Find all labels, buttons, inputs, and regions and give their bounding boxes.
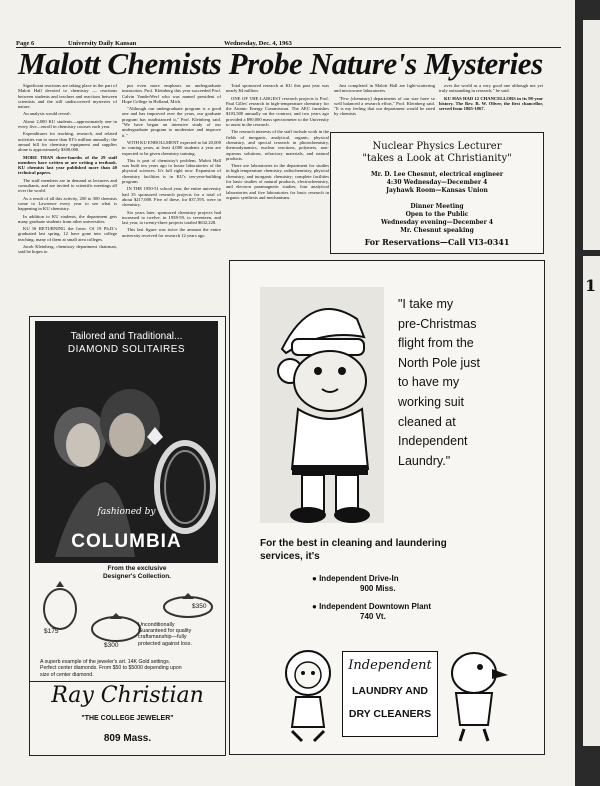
lecture-details bbox=[331, 171, 543, 195]
quote-line: to have my bbox=[398, 375, 460, 390]
paragraph: About 2,000 KU students—approximately one in every five—enroll in chemistry courses each year. bbox=[18, 118, 117, 130]
store-subtitle: "THE COLLEGE JEWELER" bbox=[81, 715, 174, 722]
issue-date: Wednesday, Dec. 4, 1963 bbox=[224, 40, 292, 47]
paragraph: Expenditures for teaching, research, and related activities run to more than $1½ million annually; the annual bill for chemistry equipment and supplies alone is approximately $300,000. bbox=[18, 131, 117, 153]
lecture-time: 4:30 Wednesday—December 4 bbox=[386, 179, 488, 186]
logo-script: Independent bbox=[348, 658, 432, 673]
brand-name: COLUMBIA bbox=[71, 531, 182, 552]
divider bbox=[30, 681, 225, 682]
headline: Malott Chemists Probe Nature's Mysteries bbox=[18, 46, 543, 81]
paragraph: ONE OF THE LARGEST research projects is Prof. Paul Gilles' research in high-temperature chemistry for the Atomic Energy Commission. The AEC furnishes $103,500 annually on the contract, and two years ago provided a $90,000 mass spectrometer to the University to assist in the research. bbox=[226, 95, 329, 128]
logo-line: LAUNDRY AND bbox=[351, 685, 429, 697]
jayhawk-mascot-icon bbox=[440, 645, 510, 745]
paragraph: An analysis would reveal: bbox=[23, 111, 71, 117]
location-2 bbox=[312, 602, 522, 622]
article-column-4 bbox=[334, 83, 435, 121]
fashioned-by: fashioned by bbox=[97, 507, 156, 517]
quote-line: working suit bbox=[398, 394, 464, 409]
paragraph: In addition to KU students, the department gets many graduate students from other universities. bbox=[18, 213, 117, 224]
jewelry-tagline-2: DIAMOND SOLITAIRES bbox=[67, 344, 186, 355]
price-label: $350 bbox=[192, 603, 207, 610]
jewelry-ad bbox=[29, 316, 226, 756]
description-line: size of center diamond. bbox=[40, 671, 94, 678]
guarantee-line: protected against loss. bbox=[138, 640, 192, 647]
paragraph: Total sponsored research at KU this past year was nearly $4 million. bbox=[226, 83, 329, 94]
store-address: 809 Mass. bbox=[103, 733, 152, 744]
collection-line: Designer's Collection. bbox=[102, 573, 171, 580]
dinner-details bbox=[331, 203, 543, 235]
paragraph: KU IS RETURNING the favor. Of 19 Ph.D.'s graduated last spring, 12 have gone into college teaching, many of them at small area colleges. bbox=[18, 226, 117, 242]
article-column-1 bbox=[18, 83, 117, 315]
lecture-title-line: Nuclear Physics Lecturer bbox=[372, 141, 502, 152]
santa-quote bbox=[398, 295, 538, 471]
lecture-title bbox=[331, 141, 543, 165]
quote-line: flight from the bbox=[398, 336, 474, 351]
adjacent-page-fragment bbox=[583, 256, 600, 746]
paragraph: This is part of chemistry's problem. Malott Hall was built ten years ago to house laboratories of the physical sciences. It's full right now. Expansion of chemistry facilities is in KU's ten-year-building program. bbox=[122, 157, 221, 185]
couple-and-ring-illustration bbox=[35, 357, 218, 557]
location-name: Independent Downtown Plant bbox=[319, 602, 432, 611]
pitch-line: For the best in cleaning and laundering bbox=[260, 538, 447, 549]
quote-line: pre-Christmas bbox=[398, 316, 477, 331]
location-address: 900 Miss. bbox=[360, 584, 396, 593]
bullet-icon: ● bbox=[312, 574, 317, 583]
logo-line: DRY CLEANERS bbox=[348, 708, 432, 720]
paragraph: Significant reactions are taking place in the part of Malott Hall devoted to chemistry — reactions between students and teachers and reactions between scientists and the still undiscovered mysteries of nature. bbox=[18, 83, 117, 110]
quote-line: cleaned at bbox=[398, 414, 456, 429]
guarantee-line: craftsmanship—fully bbox=[138, 634, 187, 641]
paragraph: The staff members are in demand as lecturers and consultants, and are invited to scientific meetings all over the world. bbox=[18, 177, 117, 194]
paragraph: MORE THAN three-fourths of the 29 staff members have written or are writing a textbook. KU chemists last year published more than 40 technical papers. bbox=[18, 154, 117, 176]
page-number: Page 6 bbox=[16, 40, 35, 47]
lecture-place: Jayhawk Room—Kansas Union bbox=[386, 187, 488, 194]
laundry-pitch bbox=[260, 537, 530, 563]
adjacent-page-fragment bbox=[583, 20, 600, 250]
paragraph: As a result of all this activity, 200 to 300 chemists come to Lawrence every year to see what is happening in KU chemistry. bbox=[18, 195, 117, 212]
paragraph: Six years later, sponsored chemistry projects had increased to twelve, in 1958-59, to seventeen, and last year, to twenty-three projects totaled $632,228. bbox=[122, 209, 221, 226]
article-column-5 bbox=[439, 83, 543, 121]
jewelry-photo bbox=[35, 321, 218, 563]
description-line: Perfect center diamonds. From $50 to $5000 depending upon bbox=[40, 665, 182, 672]
dinner-time: Wednesday evening—December 4 bbox=[380, 219, 494, 226]
quote-line: Independent bbox=[398, 434, 468, 449]
paragraph: Jacob Kleinberg, chemistry department chairman, said he hopes to bbox=[18, 244, 117, 255]
reservations-line: For Reservations—Call VI3-0341 bbox=[364, 237, 510, 247]
paragraph: "Few (chemistry) departments of our size have so well balanced a research effort," Prof. Kleinberg said. "It is my feeling that our department would be rated by chemists bbox=[334, 95, 435, 117]
description-line: A superb example of the jeweler's art. 14K Gold settings. bbox=[40, 659, 171, 665]
guarantee-line: Unconditionally bbox=[138, 622, 175, 628]
paragraph: There are laboratories in the department for studies in high temperature chemistry, radiochemistry, physical chemistry, and inorganic chemistry; complete facilities for basic studies of natural products, electrochemistry, and electron paramagnetic studies; four analytical laboratories and five laboratories for basic research in organic synthesis and mechanisms. bbox=[226, 163, 329, 200]
location-address: 740 Vt. bbox=[360, 612, 386, 621]
location-1 bbox=[312, 574, 512, 594]
paragraph: This last figure was twice the amount the entire university received for research 12 years ago. bbox=[122, 227, 221, 238]
price-label: $300 bbox=[104, 642, 119, 649]
paragraph: IN THE 1950-51 school year, the entire university had 35 sponsored research projects for a total of about $217,000. Five of these, for $37,595, were in chemistry. bbox=[122, 186, 221, 208]
paragraph: put even more emphasis on undergraduate instruction. Prof. Kleinberg this year succeeded Prof. Calvin VanderWerf who was named president of Hope College in Holland, Mich. bbox=[122, 83, 221, 104]
laundry-logo bbox=[342, 651, 438, 737]
pitch-line: services, it's bbox=[260, 551, 320, 562]
lecture-title-line: "takes a Look at Christianity" bbox=[362, 153, 512, 164]
laundry-ad bbox=[229, 260, 545, 755]
fragment-letter: 1 bbox=[585, 276, 597, 295]
price-label: $175 bbox=[44, 628, 59, 635]
dinner-speaker: Mr. Chesnut speaking bbox=[400, 227, 474, 234]
bullet-icon: ● bbox=[312, 602, 317, 611]
store-name: Ray Christian bbox=[51, 683, 204, 708]
paragraph: "Although our undergraduate program is a good one and has improved over the years, our graduate program has outdistanced it," Prof. Kleinberg said. "We have begun an intensive study of our undergraduate program to modernize and improve it." bbox=[122, 106, 221, 138]
location-name: Independent Drive-In bbox=[319, 574, 399, 583]
lion-mascot-icon bbox=[272, 647, 344, 745]
jewelry-tagline: Tailored and Traditional... bbox=[70, 331, 183, 342]
quote-line: "I take my bbox=[398, 297, 454, 311]
paragraph: WITH KU ENROLLMENT expected to hit 20,000 in coming years, at least 4,000 students a year are expected to be given chemistry training. bbox=[122, 139, 221, 156]
article-column-3 bbox=[226, 83, 329, 255]
paragraph: over the world as a very good one although not yet truly outstanding in research," he said. bbox=[439, 83, 543, 94]
paragraph: The research interests of the staff include work in the fields of inorganic, analytical, organic, physical chemistry, and special research in photochemistry, thermodynamics, nuclear reactions, polymers, non-aqueous solutions, refractory materials, and natural products. bbox=[226, 129, 329, 161]
speaker: Mr. D. Lee Chesnut, electrical engineer bbox=[370, 171, 504, 178]
paragraph: KU HAS HAD 12 CHANCELLORS in its 98-year history. The Rev. R. W. Oliver, the first chancellor, served from 1865-1867. bbox=[439, 95, 543, 112]
dinner-public: Open to the Public bbox=[405, 211, 469, 218]
collection-line: From the exclusive bbox=[107, 565, 167, 572]
paragraph: Just completed in Malott Hall are light-scattering and microwave laboratories. bbox=[334, 83, 435, 94]
lecture-ad bbox=[330, 132, 544, 254]
article-column-2 bbox=[122, 83, 221, 315]
santa-illustration bbox=[252, 279, 392, 529]
adjacent-page-strip bbox=[575, 0, 600, 786]
quote-line: North Pole just bbox=[398, 355, 480, 370]
guarantee-note bbox=[138, 622, 220, 647]
jewelry-description bbox=[40, 659, 218, 678]
guarantee-line: Guaranteed for quality bbox=[138, 628, 192, 635]
paper-name: University Daily Kansan bbox=[68, 40, 137, 47]
dinner-title: Dinner Meeting bbox=[410, 203, 464, 210]
quote-line: Laundry." bbox=[398, 453, 451, 468]
